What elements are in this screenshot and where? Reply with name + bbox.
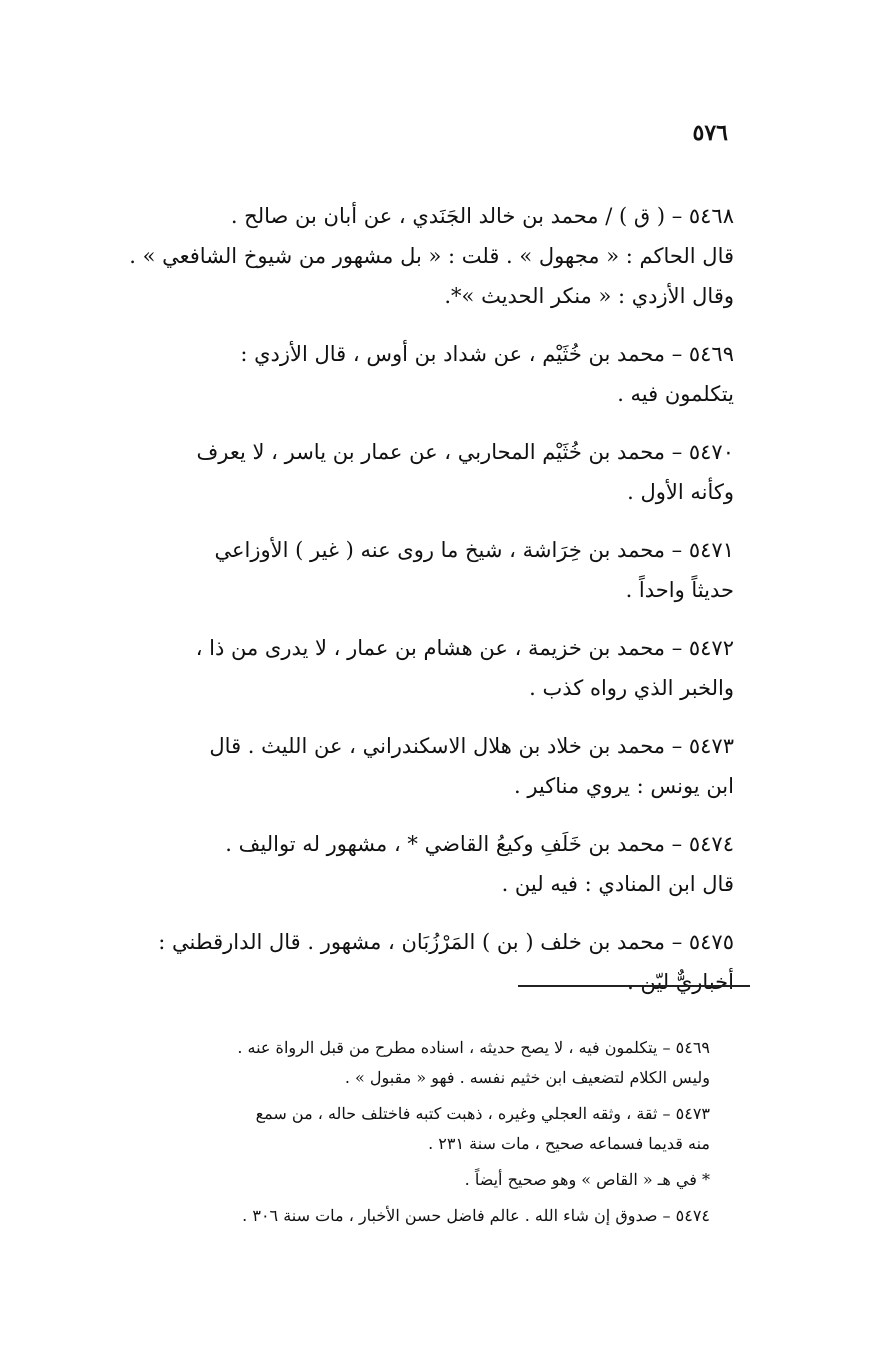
footnote-5469: [98, 1033, 710, 1093]
footnote-line: منه قديما فسماعه صحيح ، مات سنة ٢٣١ .: [428, 1134, 710, 1153]
entry-line: ٥٤٦٩ – محمد بن خُثَيْم ، عن شداد بن أوس ، قال الأزدي :: [240, 342, 734, 366]
entry-line: ٥٤٦٨ – ( ق ) / محمد بن خالد الجَنَدي ، عن أبان بن صالح .: [230, 204, 734, 228]
entry-5469: [98, 334, 734, 414]
entry-5475: [98, 922, 734, 1002]
entry-line: ٥٤٧٢ – محمد بن خزيمة ، عن هشام بن عمار ، لا يدرى من ذا ،: [195, 636, 734, 660]
entry-5468: [98, 196, 734, 316]
entry-line: حديثاً واحداً .: [625, 578, 734, 602]
entry-line: ٥٤٧٣ – محمد بن خلاد بن هلال الاسكندراني ، عن الليث . قال: [209, 734, 734, 758]
entry-line: ابن يونس : يروي مناكير .: [513, 774, 734, 798]
entry-5473: [98, 726, 734, 806]
footnote-asterisk: [98, 1165, 710, 1195]
footnote-line: * في هـ « القاص » وهو صحيح أيضاً .: [464, 1170, 710, 1189]
entry-line: ٥٤٧٥ – محمد بن خلف ( بن ) المَرْزُبَان ، مشهور . قال الدارقطني :: [158, 930, 734, 954]
entry-line: أخباريٌّ ليّن .: [627, 970, 734, 994]
entries-list: [98, 196, 734, 1020]
entry-5471: [98, 530, 734, 610]
entry-5474: [98, 824, 734, 904]
entry-5470: [98, 432, 734, 512]
entry-line: يتكلمون فيه .: [617, 382, 734, 406]
page-number: ٥٧٦: [692, 120, 728, 146]
footnote-line: ٥٤٧٤ – صدوق إن شاء الله . عالم فاضل حسن الأخبار ، مات سنة ٣٠٦ .: [242, 1206, 710, 1225]
entry-line: ٥٤٧١ – محمد بن خِرَاشة ، شيخ ما روى عنه ( غير ) الأوزاعي: [214, 538, 734, 562]
entry-line: وقال الأزدي : « منكر الحديث »*.: [444, 284, 734, 308]
footnotes-section: [98, 1033, 710, 1237]
entry-line: قال ابن المنادي : فيه لين .: [501, 872, 734, 896]
footnote-5473: [98, 1099, 710, 1159]
entry-line: وكأنه الأول .: [627, 480, 734, 504]
footnote-line: وليس الكلام لتضعيف ابن خثيم نفسه . فهو « مقبول » .: [344, 1068, 710, 1087]
entry-line: ٥٤٧٠ – محمد بن خُثَيْم المحاربي ، عن عمار بن ياسر ، لا يعرف: [196, 440, 734, 464]
entry-line: قال الحاكم : « مجهول » . قلت : « بل مشهور من شيوخ الشافعي » .: [129, 244, 734, 268]
entry-line: ٥٤٧٤ – محمد بن خَلَفِ وكيعُ القاضي * ، مشهور له تواليف .: [225, 832, 734, 856]
footnote-line: ٥٤٧٣ – ثقة ، وثقه العجلي وغيره ، ذهبت كتبه فاختلف حاله ، من سمع: [255, 1104, 710, 1123]
footnote-divider: [518, 985, 750, 987]
entry-5472: [98, 628, 734, 708]
footnote-line: ٥٤٦٩ – يتكلمون فيه ، لا يصح حديثه ، اسناده مطرح من قبل الرواة عنه .: [237, 1038, 710, 1057]
footnote-5474: [98, 1201, 710, 1231]
entry-line: والخبر الذي رواه كذب .: [529, 676, 734, 700]
